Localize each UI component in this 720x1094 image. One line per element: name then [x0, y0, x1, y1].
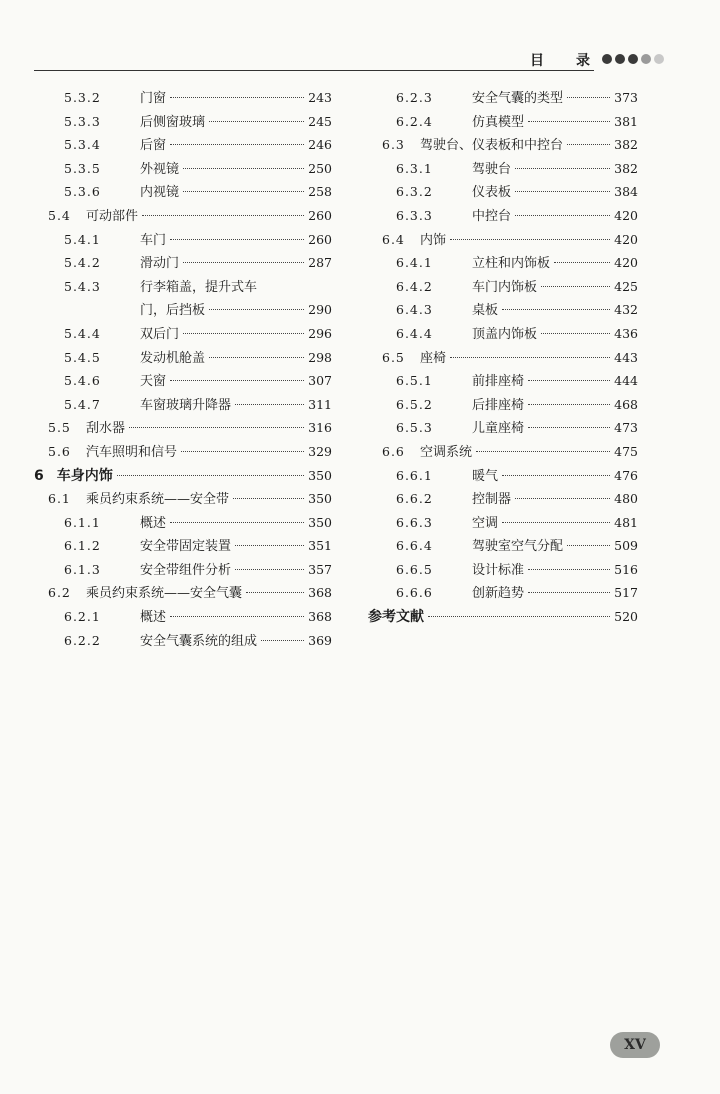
header-dot: [641, 54, 651, 64]
toc-entry-page: 520: [614, 609, 638, 625]
toc-right-column: [368, 86, 638, 629]
toc-leader-dots: [567, 144, 610, 145]
toc-entry-title: 门窗: [140, 91, 167, 106]
toc-entry[interactable]: [34, 629, 332, 653]
toc-entry-page: 329: [308, 443, 332, 459]
toc-leader-dots: [528, 427, 610, 428]
toc-leader-dots: [246, 592, 304, 593]
toc-entry-title: 车门: [140, 232, 167, 248]
header-title-char-2: 录: [576, 53, 592, 69]
toc-entry-title: 乘员约束系统——安全带: [86, 492, 230, 508]
toc-leader-dots: [428, 616, 610, 617]
toc-entry-number: 6.5.3: [396, 420, 433, 436]
toc-entry-number: 5.4.6: [64, 373, 101, 389]
toc-entry[interactable]: [368, 534, 638, 558]
toc-entry-title: 驾驶台、仪表板和中控台: [420, 138, 564, 154]
toc-entry-page: 443: [614, 349, 638, 365]
toc-entry-number: 6.5: [382, 349, 405, 365]
toc-leader-dots: [235, 404, 304, 405]
toc-entry-number: 6.2: [48, 585, 71, 601]
toc-entry-title: 概述: [140, 610, 167, 626]
toc-entry-page: 468: [614, 396, 638, 412]
toc-entry-title: 中控台: [472, 208, 512, 224]
toc-entry-number: 6.2.3: [396, 90, 433, 105]
toc-leader-dots: [235, 545, 304, 546]
toc-entry[interactable]: [368, 110, 638, 134]
toc-entry-page: 357: [308, 561, 332, 577]
header-rule: [34, 70, 594, 71]
toc-leader-dots: [515, 168, 610, 169]
toc-entry-number: 6.2.4: [396, 113, 433, 129]
toc-entry[interactable]: [34, 133, 332, 157]
toc-entry-title: 内视镜: [140, 185, 180, 201]
toc-entry-page: 381: [614, 113, 638, 129]
toc-entry-title: 安全气囊系统的组成: [140, 633, 258, 649]
toc-entry-number: 6.6.1: [396, 467, 433, 483]
toc-entry-title: 前排座椅: [472, 374, 525, 390]
toc-entry[interactable]: [34, 298, 332, 322]
toc-entry-page: 420: [614, 255, 638, 271]
toc-leader-dots: [170, 144, 304, 145]
header-dot: [602, 54, 612, 64]
toc-entry[interactable]: [368, 133, 638, 157]
toc-left-column: [34, 86, 332, 652]
toc-entry[interactable]: [368, 558, 638, 582]
toc-leader-dots: [528, 380, 610, 381]
toc-entry-title: 安全气囊的类型: [472, 91, 564, 106]
toc-entry-number: 5.3.6: [64, 184, 101, 200]
toc-entry-title: 滑动门: [140, 256, 180, 272]
toc-entry[interactable]: [34, 204, 332, 228]
toc-entry-title: 座椅: [420, 350, 447, 366]
toc-entry-title: 汽车照明和信号: [86, 444, 178, 460]
toc-leader-dots: [233, 498, 304, 499]
toc-leader-dots: [235, 569, 304, 570]
toc-leader-dots: [183, 168, 304, 169]
toc-entry-title: 车身内饰: [56, 467, 113, 484]
toc-entry-page: 260: [308, 207, 332, 223]
toc-entry-number: 6.4.3: [396, 302, 433, 318]
toc-leader-dots: [170, 239, 304, 240]
toc-leader-dots: [502, 522, 610, 523]
toc-entry-number: 5.3.5: [64, 160, 101, 176]
toc-entry-number: 6.1.2: [64, 538, 101, 554]
toc-entry[interactable]: [368, 204, 638, 228]
toc-leader-dots: [476, 451, 610, 452]
toc-entry-page: 350: [308, 514, 332, 530]
toc-entry-title: 天窗: [140, 374, 167, 390]
toc-entry[interactable]: [34, 369, 332, 393]
toc-entry-page: 425: [614, 278, 638, 294]
toc-entry-page: 432: [614, 302, 638, 318]
toc-leader-dots: [450, 239, 610, 240]
toc-leader-dots: [183, 333, 304, 334]
toc-leader-dots: [129, 427, 304, 428]
page-number-badge: XV: [610, 1032, 660, 1058]
toc-entry-page: 246: [308, 137, 332, 153]
toc-entry[interactable]: [34, 464, 332, 488]
toc-entry[interactable]: [34, 511, 332, 535]
toc-entry-page: 436: [614, 325, 638, 341]
toc-entry-page: 475: [614, 443, 638, 459]
toc-entry[interactable]: [368, 298, 638, 322]
toc-entry-title: 驾驶台: [472, 161, 512, 177]
toc-entry[interactable]: [34, 393, 332, 417]
toc-entry[interactable]: [368, 228, 638, 252]
toc-entry-page: 307: [308, 373, 332, 389]
toc-entry-page: 384: [614, 184, 638, 200]
header-dot: [654, 54, 664, 64]
toc-entry[interactable]: [368, 369, 638, 393]
toc-leader-dots: [142, 215, 304, 216]
toc-entry-number: 5.3.4: [64, 137, 101, 153]
toc-leader-dots: [528, 121, 610, 122]
toc-entry-number: 6.4.4: [396, 325, 433, 341]
toc-entry-title: 刮水器: [86, 421, 126, 437]
toc-entry[interactable]: [368, 581, 638, 605]
toc-entry-number: 6.3: [382, 137, 405, 153]
toc-leader-dots: [502, 475, 610, 476]
toc-entry[interactable]: [34, 581, 332, 605]
toc-entry[interactable]: [368, 416, 638, 440]
toc-entry-title: 创新趋势: [472, 586, 525, 602]
toc-entry-title: 安全带组件分析: [140, 562, 232, 578]
toc-entry-number: 5.3.3: [64, 113, 101, 129]
toc-leader-dots: [502, 309, 610, 310]
toc-entry-number: 6.1.1: [64, 514, 101, 530]
toc-entry[interactable]: [34, 275, 332, 299]
toc-leader-dots: [209, 357, 304, 358]
toc-leader-dots: [170, 380, 304, 381]
toc-leader-dots: [567, 97, 610, 98]
toc-entry-title: 概述: [140, 515, 167, 531]
toc-entry-number: 6: [34, 467, 45, 484]
toc-entry[interactable]: [34, 157, 332, 181]
toc-entry-page: 245: [308, 113, 332, 129]
toc-entry-number: 5.4: [48, 207, 71, 223]
toc-entry-title: 儿童座椅: [472, 421, 525, 437]
toc-entry[interactable]: [368, 251, 638, 275]
toc-entry-title: 设计标准: [472, 562, 525, 578]
toc-entry-page: 368: [308, 609, 332, 625]
toc-entry[interactable]: [368, 180, 638, 204]
toc-entry-page: 476: [614, 467, 638, 483]
toc-entry[interactable]: [368, 322, 638, 346]
header-dot: [628, 54, 638, 64]
toc-entry-title: 门，后挡板: [140, 303, 206, 319]
toc-entry-number: 5.4.7: [64, 396, 101, 412]
toc-leader-dots: [209, 121, 304, 122]
toc-entry-number: 5.4.5: [64, 349, 101, 365]
toc-entry-number: 6.2.1: [64, 609, 101, 625]
toc-entry[interactable]: [34, 487, 332, 511]
toc-leader-dots: [515, 215, 610, 216]
toc-entry-title: 发动机舱盖: [140, 350, 206, 366]
toc-entry[interactable]: [368, 86, 638, 110]
toc-entry-title: 双后门: [140, 326, 180, 342]
toc-leader-dots: [117, 475, 304, 476]
toc-entry[interactable]: [368, 440, 638, 464]
toc-entry-title: 可动部件: [86, 208, 139, 224]
toc-entry-number: 6.6.4: [396, 538, 433, 554]
toc-entry-page: 260: [308, 231, 332, 247]
toc-entry-title: 仿真模型: [472, 114, 525, 130]
toc-entry-page: 382: [614, 160, 638, 176]
toc-leader-dots: [183, 262, 304, 263]
toc-entry-page: 287: [308, 255, 332, 271]
toc-leader-dots: [170, 616, 304, 617]
toc-entry-title: 后排座椅: [472, 397, 525, 413]
toc-entry-number: 6.1.3: [64, 561, 101, 577]
toc-entry-title: 乘员约束系统——安全气囊: [86, 586, 243, 602]
toc-entry-title: 暖气: [472, 468, 499, 484]
toc-entry-number: 6.2.2: [64, 632, 101, 648]
toc-entry-title: 仪表板: [472, 185, 512, 201]
toc-entry[interactable]: [368, 346, 638, 370]
toc-leader-dots: [567, 545, 610, 546]
toc-leader-dots: [541, 286, 610, 287]
toc-entry-number: 6.5.2: [396, 396, 433, 412]
toc-entry-page: 369: [308, 632, 332, 648]
toc-entry-title: 立柱和内饰板: [472, 256, 551, 272]
toc-entry-page: 382: [614, 137, 638, 153]
toc-entry-title: 后窗: [140, 138, 167, 154]
toc-entry-number: 6.6.2: [396, 491, 433, 507]
toc-leader-dots: [528, 592, 610, 593]
page-header: [34, 48, 670, 70]
toc-entry-title: 空调系统: [420, 444, 473, 460]
toc-entry-title: 驾驶室空气分配: [472, 539, 564, 555]
toc-entry[interactable]: [34, 251, 332, 275]
toc-leader-dots: [181, 451, 304, 452]
toc-entry-page: 509: [614, 538, 638, 554]
toc-entry-page: 258: [308, 184, 332, 200]
toc-entry-title: 安全带固定装置: [140, 539, 232, 555]
toc-entry-page: 296: [308, 325, 332, 341]
toc-entry[interactable]: [34, 605, 332, 629]
toc-entry-number: 6.6.6: [396, 585, 433, 601]
toc-entry-title: 后侧窗玻璃: [140, 114, 206, 130]
toc-entry[interactable]: [368, 393, 638, 417]
toc-entry-page: 316: [308, 420, 332, 436]
toc-entry[interactable]: [34, 86, 332, 110]
toc-entry[interactable]: [34, 180, 332, 204]
toc-entry-page: 351: [308, 538, 332, 554]
toc-entry[interactable]: [34, 110, 332, 134]
toc-entry-number: 6.4.1: [396, 255, 433, 271]
toc-entry-number: 6.4: [382, 231, 405, 247]
toc-entry-page: 420: [614, 207, 638, 223]
toc-entry-page: 298: [308, 349, 332, 365]
toc-entry-page: 444: [614, 373, 638, 389]
toc-leader-dots: [541, 333, 610, 334]
toc-entry-number: 5.4.3: [64, 278, 101, 294]
toc-entry-page: 311: [308, 396, 332, 412]
header-title-char-1: 目: [530, 53, 546, 69]
toc-entry-page: 481: [614, 514, 638, 530]
toc-entry[interactable]: [34, 416, 332, 440]
toc-entry[interactable]: [34, 534, 332, 558]
toc-entry-number: 6.4.2: [396, 278, 433, 294]
header-title: [530, 50, 592, 70]
toc-entry-number: 6.3.3: [396, 207, 433, 223]
toc-entry-title: 顶盖内饰板: [472, 326, 538, 342]
toc-entry-page: 290: [308, 302, 332, 318]
toc-entry-page: 243: [308, 90, 332, 105]
toc-entry[interactable]: [368, 157, 638, 181]
toc-entry-title: 外视镜: [140, 161, 180, 177]
header-dots: [602, 54, 664, 64]
toc-entry-number: 6.1: [48, 491, 71, 507]
toc-leader-dots: [183, 191, 304, 192]
toc-entry-number: 6.6: [382, 443, 405, 459]
toc-leader-dots: [450, 357, 610, 358]
toc-entry-number: 6.5.1: [396, 373, 433, 389]
toc-entry[interactable]: [34, 228, 332, 252]
toc-entry-title: 内饰: [420, 232, 447, 248]
toc-entry-page: 420: [614, 231, 638, 247]
toc-entry-title: 参考文献: [368, 609, 424, 626]
toc-entry-title: 行李箱盖，提升式车: [140, 279, 258, 295]
toc-entry-number: 6.3.1: [396, 160, 433, 176]
toc-leader-dots: [515, 498, 610, 499]
toc-entry[interactable]: [368, 511, 638, 535]
toc-entry[interactable]: [34, 440, 332, 464]
toc-entry-page: 250: [308, 160, 332, 176]
toc-entry-page: 473: [614, 420, 638, 436]
toc-leader-dots: [528, 569, 610, 570]
toc-entry-number: 5.6: [48, 443, 71, 459]
toc-entry[interactable]: [368, 464, 638, 488]
toc-entry-title: 空调: [472, 515, 499, 531]
toc-entry-title: 桌板: [472, 303, 499, 319]
toc-entry-title: 车门内饰板: [472, 279, 538, 295]
toc-entry[interactable]: [368, 605, 638, 629]
toc-entry-page: 516: [614, 561, 638, 577]
toc-entry[interactable]: [368, 275, 638, 299]
toc-entry[interactable]: [34, 558, 332, 582]
header-dot: [615, 54, 625, 64]
toc-entry-number: 6.6.5: [396, 561, 433, 577]
toc-entry-title: 控制器: [472, 492, 512, 508]
toc-entry-title: 车窗玻璃升降器: [140, 397, 232, 413]
toc-entry-number: 5.4.2: [64, 255, 101, 271]
toc-entry-number: 6.6.3: [396, 514, 433, 530]
toc-entry-page: 517: [614, 585, 638, 601]
toc-entry-number: 5.4.1: [64, 231, 101, 247]
toc-entry-number: 6.3.2: [396, 184, 433, 200]
toc-entry-page: 350: [308, 467, 332, 483]
toc-entry-page: 350: [308, 491, 332, 507]
toc-leader-dots: [209, 309, 304, 310]
toc-leader-dots: [170, 97, 304, 98]
toc-leader-dots: [554, 262, 610, 263]
toc-entry[interactable]: [34, 322, 332, 346]
toc-entry[interactable]: [34, 346, 332, 370]
toc-leader-dots: [515, 191, 610, 192]
toc-entry-number: 5.3.2: [64, 90, 101, 105]
toc-leader-dots: [170, 522, 304, 523]
toc-entry[interactable]: [368, 487, 638, 511]
toc-entry-page: 373: [614, 90, 638, 105]
toc-entry-number: 5.5: [48, 420, 71, 436]
toc-leader-dots: [261, 640, 304, 641]
toc-leader-dots: [528, 404, 610, 405]
toc-entry-page: 480: [614, 491, 638, 507]
toc-entry-number: 5.4.4: [64, 325, 101, 341]
toc-entry-page: 368: [308, 585, 332, 601]
